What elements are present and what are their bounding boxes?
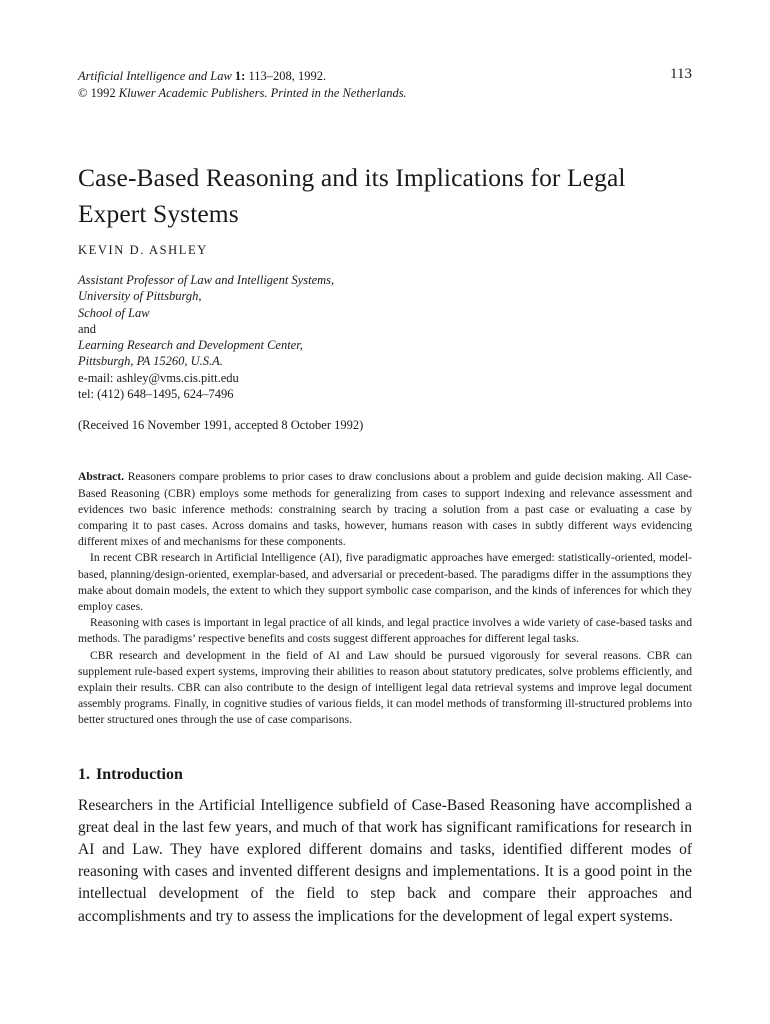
copyright-symbol: © 1992 bbox=[78, 86, 116, 100]
affiliation-position: Assistant Professor of Law and Intelligent Systems, bbox=[78, 273, 335, 287]
affiliation-university: University of Pittsburgh, bbox=[78, 289, 202, 304]
affiliation-and: and bbox=[78, 321, 97, 336]
affiliation-center: Learning Research and Development Center, bbox=[78, 338, 303, 353]
journal-citation bbox=[78, 68, 407, 102]
page-number: 113 bbox=[670, 66, 692, 82]
introduction-paragraph: Researchers in the Artificial Intelligence subfield of Case-Based Reasoning have accomplished a great deal in the last few years, and much of that work has significant ramifications for research in AI and Law. They have explored different domains and tasks, identified different modes of reasoning with cases and invented different designs and implementations. It is a good point in the intellectual development of the field to step back and compare their approaches and accomplishments and try to assess the implications for the development of legal expert systems. bbox=[78, 796, 692, 925]
abstract-paragraph-1 bbox=[78, 469, 692, 550]
affiliation-school: School of Law bbox=[78, 305, 150, 320]
abstract-paragraph-3: Reasoning with cases is important in legal practice of all kinds, and legal practice involves a wide variety of case-based tasks and methods. The paradigms’ respective benefits and costs suggest different approaches for different legal tasks. bbox=[78, 616, 692, 646]
journal-name: Artificial Intelligence and Law bbox=[78, 69, 232, 83]
section-number: 1. bbox=[78, 765, 90, 783]
abstract-p1-text: Reasoners compare problems to prior cases to draw conclusions about a problem and guide decision making. All Case-Based Reasoning (CBR) employs some methods for generalizing from cases to support indexing and relevance assessment and evidences two basic inference methods: constraining search by tracing a solution from a past case or evaluating a case by comparing it to past cases. Across domains and tasks, however, humans reason with cases in subtly different ways evidencing different mixes of and mechanisms for these components. bbox=[78, 470, 692, 549]
abstract-label: Abstract. bbox=[78, 470, 125, 484]
section-heading-introduction bbox=[78, 766, 692, 784]
received-dates: (Received 16 November 1991, accepted 8 October 1992) bbox=[78, 418, 364, 433]
section-title: Introduction bbox=[96, 765, 183, 783]
abstract bbox=[78, 469, 692, 728]
running-header bbox=[78, 68, 692, 102]
author-telephone: tel: (412) 648–1495, 624–7496 bbox=[78, 387, 234, 402]
abstract-paragraph-4: CBR research and development in the field of AI and Law should be pursued vigorously for several reasons. CBR can supplement rule-based expert systems, improving their abilities to reason about statutory predicates, solve problems efficiently, and explain their results. CBR can also contribute to the design of intelligent legal data retrieval systems and improve legal document assembly programs. Finally, in cognitive studies of various fields, it can model methods of transforming ill-structured problems into better structured ones through the use of case comparisons. bbox=[78, 648, 692, 727]
abstract-paragraph-2: In recent CBR research in Artificial Intelligence (AI), five paradigmatic approaches have emerged: statistically-oriented, model-based, planning/design-oriented, exemplar-based, and adversarial or precedent-based. The paradigms differ in the assumptions they make about domain models, the extent to which they support symbolic case comparison, and the kinds of inferences for which they employ cases. bbox=[78, 551, 692, 613]
paper-title: Case-Based Reasoning and its Implications for Legal Expert Systems bbox=[78, 163, 626, 228]
author-name: KEVIN D. ASHLEY bbox=[78, 243, 208, 257]
journal-pages-year: 113–208, 1992. bbox=[248, 69, 327, 83]
author-affiliation bbox=[78, 272, 692, 402]
journal-volume: 1: bbox=[234, 69, 246, 83]
publisher-line: Kluwer Academic Publishers. Printed in the Netherlands. bbox=[118, 86, 407, 100]
author-email: e-mail: ashley@vms.cis.pitt.edu bbox=[78, 370, 239, 385]
paper-page bbox=[78, 68, 692, 928]
affiliation-address: Pittsburgh, PA 15260, U.S.A. bbox=[78, 354, 223, 369]
